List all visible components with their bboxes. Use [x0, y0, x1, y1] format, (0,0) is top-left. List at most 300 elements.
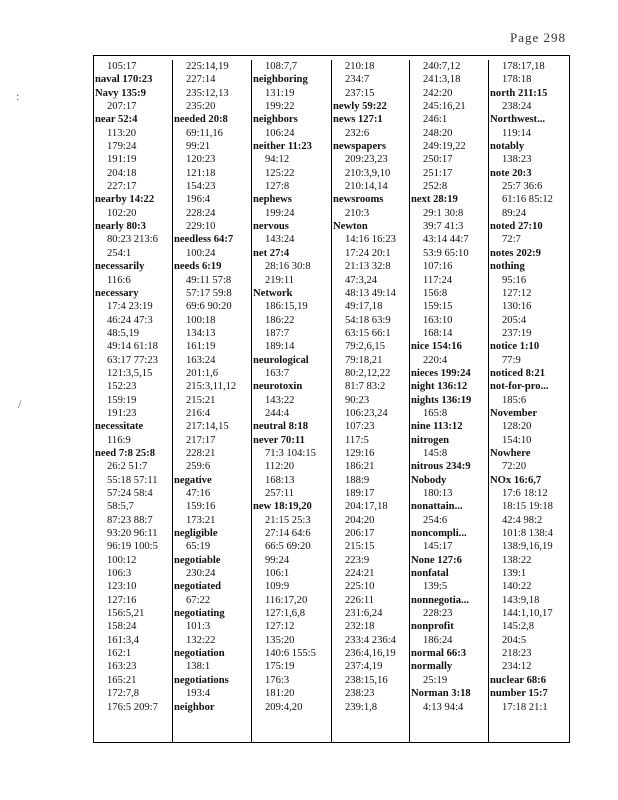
index-page-reference: 189:14 — [265, 341, 295, 353]
margin-mark: : — [16, 89, 20, 103]
index-headword-entry: newly 59:22 — [333, 101, 387, 113]
index-page-reference: 99:24 — [265, 554, 290, 566]
index-page-reference: 176:3 — [265, 674, 290, 686]
index-headword-entry: Newton — [333, 221, 368, 233]
index-page-reference: 66:5 69:20 — [265, 541, 311, 553]
index-page-reference: 154:10 — [502, 434, 532, 446]
index-page-reference: 101:3 — [186, 621, 211, 633]
index-page-reference: 180:13 — [423, 488, 453, 499]
index-headword-entry: newsrooms — [333, 194, 384, 206]
index-page-reference: 21:15 25:3 — [265, 514, 311, 526]
index-page-reference: 175:19 — [265, 661, 295, 673]
index-page-reference: 138:1 — [186, 661, 211, 673]
index-headword-entry: nonprofit — [411, 621, 454, 633]
index-page-reference: 226:11 — [345, 594, 375, 606]
index-headword-entry: negotiable — [174, 554, 221, 566]
index-headword-entry: number 15:7 — [490, 688, 548, 700]
index-page-reference: 207:17 — [107, 101, 137, 113]
index-page-reference: 71:3 104:15 — [265, 447, 316, 459]
index-column-6 — [488, 60, 571, 742]
index-page-reference: 77:9 — [502, 354, 521, 366]
index-page-reference: 245:16,21 — [423, 101, 466, 113]
index-page-reference: 55:18 57:11 — [107, 474, 158, 486]
index-page-reference: 17:24 20:1 — [345, 247, 391, 259]
index-headword-entry: notes 202:9 — [490, 247, 541, 259]
index-page-reference: 204:20 — [345, 514, 375, 526]
index-page-reference: 67:22 — [186, 594, 211, 606]
index-page-reference: 234:7 — [345, 74, 370, 86]
index-page-reference: 210:3 — [345, 207, 370, 219]
index-page-reference: 220:4 — [423, 354, 448, 366]
index-page-reference: 227:14 — [186, 74, 216, 86]
index-headword-entry: notice 1:10 — [490, 341, 540, 353]
index-page-reference: 128:20 — [502, 421, 532, 433]
index-page-reference: 217:17 — [186, 434, 216, 446]
index-page-reference: 229:10 — [186, 221, 216, 233]
index-page-reference: 125:22 — [265, 167, 295, 179]
index-headword-entry: new 18:19,20 — [253, 501, 312, 513]
index-page-reference: 53:9 65:10 — [423, 247, 469, 259]
index-page-reference: 121:3,5,15 — [107, 367, 153, 379]
index-page-reference: 159:15 — [423, 301, 453, 313]
index-page-reference: 138:23 — [502, 154, 532, 166]
index-page-reference: 224:21 — [345, 568, 375, 580]
index-headword-entry: neurological — [253, 354, 309, 366]
index-page-reference: 57:17 59:8 — [186, 287, 232, 299]
index-page-reference: 58:5,7 — [107, 501, 134, 513]
index-page-reference: 215:3,11,12 — [186, 381, 237, 393]
index-page-reference: 80:2,12,22 — [345, 367, 391, 379]
index-page-reference: 225:10 — [345, 581, 375, 593]
index-headword-entry: noticed 8:21 — [490, 367, 546, 379]
index-page-reference: 172:7,8 — [107, 688, 140, 700]
index-page-reference: 237:4,19 — [345, 661, 383, 673]
index-page-reference: 210:3,9,10 — [345, 167, 391, 179]
index-page-reference: 100:24 — [186, 247, 216, 259]
index-page-reference: 132:22 — [186, 634, 216, 646]
index-page-reference: 191:19 — [107, 154, 137, 166]
index-page-reference: 106:1 — [265, 568, 290, 580]
index-headword-entry: nearby 14:22 — [95, 194, 155, 206]
index-headword-entry: needed 20:8 — [174, 114, 228, 126]
index-page-reference: 121:18 — [186, 167, 216, 179]
index-headword-entry: negotiating — [174, 608, 225, 620]
index-page-reference: 80:23 213:6 — [107, 234, 158, 246]
index-headword-entry: negotiation — [174, 648, 225, 660]
index-page-reference: 244:4 — [265, 407, 290, 419]
index-page-reference: 134:13 — [186, 327, 216, 339]
index-page-reference: 130:16 — [502, 301, 532, 313]
index-headword-entry: note 20:3 — [490, 167, 532, 179]
index-page-reference: 238:23 — [345, 688, 375, 700]
index-page-reference: 57:24 58:4 — [107, 488, 153, 499]
index-column-4 — [331, 60, 409, 742]
index-page-reference: 107:16 — [423, 261, 453, 273]
index-page-reference: 227:17 — [107, 181, 137, 193]
index-page-reference: 209:4,20 — [265, 701, 303, 713]
index-page-reference: 186:15,19 — [265, 301, 308, 313]
index-page-reference: 204:5 — [502, 634, 527, 646]
index-page-reference: 251:17 — [423, 167, 453, 179]
index-page-reference: 216:4 — [186, 407, 211, 419]
index-page-reference: 143:22 — [265, 394, 295, 406]
index-headword-entry: naval 170:23 — [95, 74, 153, 86]
index-headword-entry: near 52:4 — [95, 114, 138, 126]
index-page-reference: 129:16 — [345, 447, 375, 459]
index-headword-entry: neighbors — [253, 114, 298, 126]
index-page-reference: 237:19 — [502, 327, 532, 339]
index-headword-entry: not-for-pro... — [490, 381, 549, 393]
index-page-reference: 127:8 — [265, 181, 290, 193]
index-page-reference: 96:19 100:5 — [107, 541, 158, 553]
index-headword-entry: nuclear 68:6 — [490, 674, 547, 686]
index-page-reference: 206:17 — [345, 528, 375, 540]
index-headword-entry: Navy 135:9 — [95, 87, 146, 99]
index-page-reference: 17:18 21:1 — [502, 701, 548, 713]
index-page-reference: 215:15 — [345, 541, 375, 553]
index-page-reference: 254:6 — [423, 514, 448, 526]
index-page-reference: 181:20 — [265, 688, 295, 700]
index-page-reference: 187:7 — [265, 327, 290, 339]
index-page-reference: 100:18 — [186, 314, 216, 326]
index-page-reference: 144:1,10,17 — [502, 608, 553, 620]
index-page-reference: 145:8 — [423, 447, 448, 459]
index-page-reference: 138:22 — [502, 554, 532, 566]
index-page-reference: 210:14,14 — [345, 181, 388, 193]
index-page-reference: 65:19 — [186, 541, 211, 553]
index-headword-entry: nights 136:19 — [411, 394, 472, 406]
index-page-reference: 72:20 — [502, 461, 527, 473]
index-page-reference: 186:22 — [265, 314, 295, 326]
index-headword-entry: negative — [174, 474, 212, 486]
index-page-reference: 127:1,6,8 — [265, 608, 306, 620]
index-page-reference: 29:1 30:8 — [423, 207, 464, 219]
index-page-reference: 49:17,18 — [345, 301, 383, 313]
index-page-reference: 4:13 94:4 — [423, 701, 464, 713]
index-page-reference: 196:4 — [186, 194, 211, 206]
index-page-reference: 156:8 — [423, 287, 448, 299]
index-page-reference: 117:24 — [423, 274, 453, 286]
index-headword-entry: net 27:4 — [253, 247, 290, 259]
index-page-reference: 127:12 — [502, 287, 532, 299]
index-page-reference: 116:9 — [107, 434, 131, 446]
index-page-reference: 165:21 — [107, 674, 137, 686]
index-page-reference: 143:9,18 — [502, 594, 540, 606]
index-page-reference: 186:21 — [345, 461, 375, 473]
index-headword-entry: next 28:19 — [411, 194, 458, 206]
index-page-reference: 204:17,18 — [345, 501, 388, 513]
index-page-reference: 89:24 — [502, 207, 527, 219]
index-page-reference: 199:24 — [265, 207, 295, 219]
index-headword-entry: needless 64:7 — [174, 234, 234, 246]
index-page-reference: 69:6 90:20 — [186, 301, 232, 313]
index-page-reference: 79:2,6,15 — [345, 341, 386, 353]
index-page-reference: 178:17,18 — [502, 61, 545, 72]
index-page-reference: 48:13 49:14 — [345, 287, 396, 299]
index-page-reference: 127:12 — [265, 621, 295, 633]
index-headword-entry: nonfatal — [411, 568, 449, 580]
index-page-reference: 163:10 — [423, 314, 453, 326]
index-page-reference: 168:14 — [423, 327, 453, 339]
index-page-reference: 234:12 — [502, 661, 532, 673]
index-page-reference: 168:13 — [265, 474, 295, 486]
index-page-reference: 165:8 — [423, 407, 448, 419]
index-page-reference: 28:16 30:8 — [265, 261, 311, 273]
index-headword-entry: neighboring — [253, 74, 308, 86]
index-headword-entry: Network — [253, 287, 293, 299]
index-page-reference: 107:23 — [345, 421, 375, 433]
index-page-reference: 210:18 — [345, 61, 375, 72]
index-page-reference: 21:13 32:8 — [345, 261, 391, 273]
index-page-reference: 237:15 — [345, 87, 375, 99]
index-headword-entry: nine 113:12 — [411, 421, 463, 433]
index-page-reference: 113:20 — [107, 127, 137, 139]
index-page-reference: 123:10 — [107, 581, 137, 593]
index-page-reference: 189:17 — [345, 488, 375, 499]
index-headword-entry: north 211:15 — [490, 87, 548, 99]
index-page-reference: 17:4 23:19 — [107, 301, 153, 313]
index-page-reference: 139:1 — [502, 568, 527, 580]
index-page-reference: 106:24 — [265, 127, 295, 139]
index-column-2 — [172, 60, 250, 742]
page-number: Page 298 — [509, 30, 566, 45]
index-page-reference: 127:16 — [107, 594, 137, 606]
margin-mark: / — [18, 397, 22, 411]
index-page-reference: 14:16 16:23 — [345, 234, 396, 246]
index-page-reference: 235:12,13 — [186, 87, 229, 99]
index-page-reference: 81:7 83:2 — [345, 381, 386, 393]
index-page-reference: 18:15 19:18 — [502, 501, 553, 513]
index-column-3 — [251, 60, 330, 742]
index-page-reference: 159:19 — [107, 394, 137, 406]
index-headword-entry: nitrogen — [411, 434, 450, 446]
index-page-reference: 116:17,20 — [265, 594, 308, 606]
index-headword-entry: necessitate — [95, 421, 144, 433]
index-headword-entry: nitrous 234:9 — [411, 461, 471, 473]
index-page-reference: 179:24 — [107, 141, 137, 153]
index-headword-entry: neurotoxin — [253, 381, 303, 393]
index-page-reference: 120:23 — [186, 154, 216, 166]
index-page-reference: 108:7,7 — [265, 61, 298, 72]
index-headword-entry: nice 154:16 — [411, 341, 462, 353]
index-headword-entry: never 70:11 — [253, 434, 305, 446]
index-page-reference: 154:23 — [186, 181, 216, 193]
index-page-reference: 90:23 — [345, 394, 370, 406]
index-page-reference: 72:7 — [502, 234, 521, 246]
index-headword-entry: noncompli... — [411, 528, 467, 540]
index-page-reference: 232:6 — [345, 127, 370, 139]
index-page-reference: 39:7 41:3 — [423, 221, 464, 233]
index-page-reference: 199:22 — [265, 101, 295, 113]
index-headword-entry: night 136:12 — [411, 381, 468, 393]
index-page-reference: 42:4 98:2 — [502, 514, 543, 526]
index-page-reference: 61:16 85:12 — [502, 194, 553, 206]
index-headword-entry: nephews — [253, 194, 292, 206]
index-page-reference: 191:23 — [107, 407, 137, 419]
index-page-reference: 163:23 — [107, 661, 137, 673]
index-page-reference: 25:19 — [423, 674, 448, 686]
index-page-reference: 117:5 — [345, 434, 369, 446]
index-page-reference: 69:11,16 — [186, 127, 223, 139]
index-headword-entry: noted 27:10 — [490, 221, 543, 233]
index-page-reference: 209:23,23 — [345, 154, 388, 166]
index-headword-entry: negotiations — [174, 674, 229, 686]
index-page-reference: 156:5,21 — [107, 608, 145, 620]
index-page-reference: 246:1 — [423, 114, 448, 126]
index-headword-entry: Nobody — [411, 474, 447, 486]
index-page-reference: 161:3,4 — [107, 634, 140, 646]
index-page-reference: 217:14,15 — [186, 421, 229, 433]
index-page-reference: 250:17 — [423, 154, 453, 166]
index-page-reference: 25:7 36:6 — [502, 181, 543, 193]
index-page-reference: 145:17 — [423, 541, 453, 553]
index-headword-entry: neutral 8:18 — [253, 421, 309, 433]
index-headword-entry: necessary — [95, 287, 139, 299]
index-page-reference: 116:6 — [107, 274, 131, 286]
index-page-reference: 158:24 — [107, 621, 137, 633]
index-page-reference: 87:23 88:7 — [107, 514, 153, 526]
index-page-reference: 47:16 — [186, 488, 211, 499]
index-column-1 — [94, 60, 171, 742]
index-headword-entry: nonattain... — [411, 501, 463, 513]
index-headword-entry: Norman 3:18 — [411, 688, 471, 700]
index-page-reference: 48:5,19 — [107, 327, 140, 339]
index-page-reference: 140:22 — [502, 581, 532, 593]
index-page-reference: 47:3,24 — [345, 274, 378, 286]
index-page-reference: 230:24 — [186, 568, 216, 580]
index-headword-entry: negotiated — [174, 581, 222, 593]
index-headword-entry: negligible — [174, 528, 218, 540]
index-page-reference: 152:23 — [107, 381, 137, 393]
index-page-reference: 43:14 44:7 — [423, 234, 469, 246]
index-page-reference: 63:15 66:1 — [345, 327, 391, 339]
index-page-reference: 205:4 — [502, 314, 527, 326]
index-page-reference: 219:11 — [265, 274, 295, 286]
index-page-reference: 239:1,8 — [345, 701, 378, 713]
index-page-reference: 176:5 209:7 — [107, 701, 158, 713]
index-page-reference: 119:14 — [502, 127, 532, 139]
index-page-reference: 240:7,12 — [423, 61, 461, 72]
index-page-reference: 162:1 — [107, 648, 132, 660]
index-page-reference: 163:7 — [265, 367, 290, 379]
index-page-reference: 178:18 — [502, 74, 532, 86]
index-page-reference: 101:8 138:4 — [502, 528, 553, 540]
index-headword-entry: neither 11:23 — [253, 141, 312, 153]
index-page-reference: 249:19,22 — [423, 141, 466, 153]
index-page-reference: 259:6 — [186, 461, 211, 473]
index-page-reference: 93:20 96:11 — [107, 528, 158, 540]
index-page-reference: 225:14,19 — [186, 61, 229, 72]
word-index-table — [93, 55, 570, 743]
index-page-reference: 257:11 — [265, 488, 295, 499]
index-page-reference: 145:2,8 — [502, 621, 535, 633]
index-headword-entry: need 7:8 25:8 — [95, 447, 156, 459]
index-headword-entry: nonnegotia... — [411, 594, 469, 606]
index-headword-entry: news 127:1 — [333, 114, 383, 126]
index-page-reference: 204:18 — [107, 167, 137, 179]
index-page-reference: 235:20 — [186, 101, 216, 113]
index-page-reference: 140:6 155:5 — [265, 648, 316, 660]
index-page-reference: 46:24 47:3 — [107, 314, 153, 326]
index-page-reference: 228:24 — [186, 207, 216, 219]
index-page-reference: 233:4 236:4 — [345, 634, 396, 646]
index-headword-entry: November — [490, 407, 538, 419]
index-page-reference: 238:24 — [502, 101, 532, 113]
index-page-reference: 109:9 — [265, 581, 290, 593]
index-headword-entry: NOx 16:6,7 — [490, 474, 542, 486]
index-page-reference: 79:18,21 — [345, 354, 383, 366]
index-page-reference: 201:1,6 — [186, 367, 219, 379]
index-headword-entry: necessarily — [95, 261, 145, 273]
index-page-reference: 139:5 — [423, 581, 448, 593]
index-page-reference: 102:20 — [107, 207, 137, 219]
index-page-reference: 95:16 — [502, 274, 527, 286]
index-page-reference: 17:6 18:12 — [502, 488, 548, 499]
index-page-reference: 54:18 63:9 — [345, 314, 391, 326]
index-page-reference: 159:16 — [186, 501, 216, 513]
index-page-reference: 252:8 — [423, 181, 448, 193]
index-page-reference: 231:6,24 — [345, 608, 383, 620]
index-page-reference: 242:20 — [423, 87, 453, 99]
index-headword-entry: Nowhere — [490, 447, 531, 459]
index-page-reference: 241:3,18 — [423, 74, 461, 86]
index-headword-entry: notably — [490, 141, 525, 153]
index-headword-entry: normally — [411, 661, 453, 673]
index-page-reference: 232:18 — [345, 621, 375, 633]
index-page-reference: 49:11 57:8 — [186, 274, 232, 286]
index-column-5 — [409, 60, 488, 742]
index-page-reference: 100:12 — [107, 554, 137, 566]
index-page-reference: 163:24 — [186, 354, 216, 366]
index-page-reference: 112:20 — [265, 461, 295, 473]
index-page-reference: 135:20 — [265, 634, 295, 646]
index-page-reference: 254:1 — [107, 247, 132, 259]
index-headword-entry: needs 6:19 — [174, 261, 222, 273]
index-page-reference: 186:24 — [423, 634, 453, 646]
index-headword-entry: nearly 80:3 — [95, 221, 146, 233]
index-page-reference: 161:19 — [186, 341, 216, 353]
index-page-reference: 236:4,16,19 — [345, 648, 396, 660]
index-page-reference: 228:23 — [423, 608, 453, 620]
index-headword-entry: newspapers — [333, 141, 386, 153]
index-page-reference: 138:9,16,19 — [502, 541, 553, 553]
index-page-reference: 218:23 — [502, 648, 532, 660]
index-headword-entry: Northwest... — [490, 114, 546, 126]
index-page-reference: 63:17 77:23 — [107, 354, 158, 366]
index-page-reference: 173:21 — [186, 514, 216, 526]
index-page-reference: 193:4 — [186, 688, 211, 700]
index-page-reference: 105:17 — [107, 61, 137, 72]
index-page-reference: 26:2 51:7 — [107, 461, 148, 473]
index-page-reference: 188:9 — [345, 474, 370, 486]
index-page-reference: 94:12 — [265, 154, 290, 166]
index-page-reference: 99:21 — [186, 141, 211, 153]
index-page-reference: 49:14 61:18 — [107, 341, 158, 353]
index-page-reference: 143:24 — [265, 234, 295, 246]
index-page-reference: 27:14 64:6 — [265, 528, 311, 540]
index-page-reference: 185:6 — [502, 394, 527, 406]
index-page-reference: 248:20 — [423, 127, 453, 139]
index-headword-entry: None 127:6 — [411, 554, 462, 566]
index-page-reference: 215:21 — [186, 394, 216, 406]
index-page-reference: 223:9 — [345, 554, 370, 566]
index-headword-entry: nothing — [490, 261, 525, 273]
index-page-reference: 106:23,24 — [345, 407, 388, 419]
index-headword-entry: neighbor — [174, 701, 215, 713]
index-headword-entry: normal 66:3 — [411, 648, 467, 660]
index-page-reference: 106:3 — [107, 568, 132, 580]
index-page-reference: 238:15,16 — [345, 674, 388, 686]
